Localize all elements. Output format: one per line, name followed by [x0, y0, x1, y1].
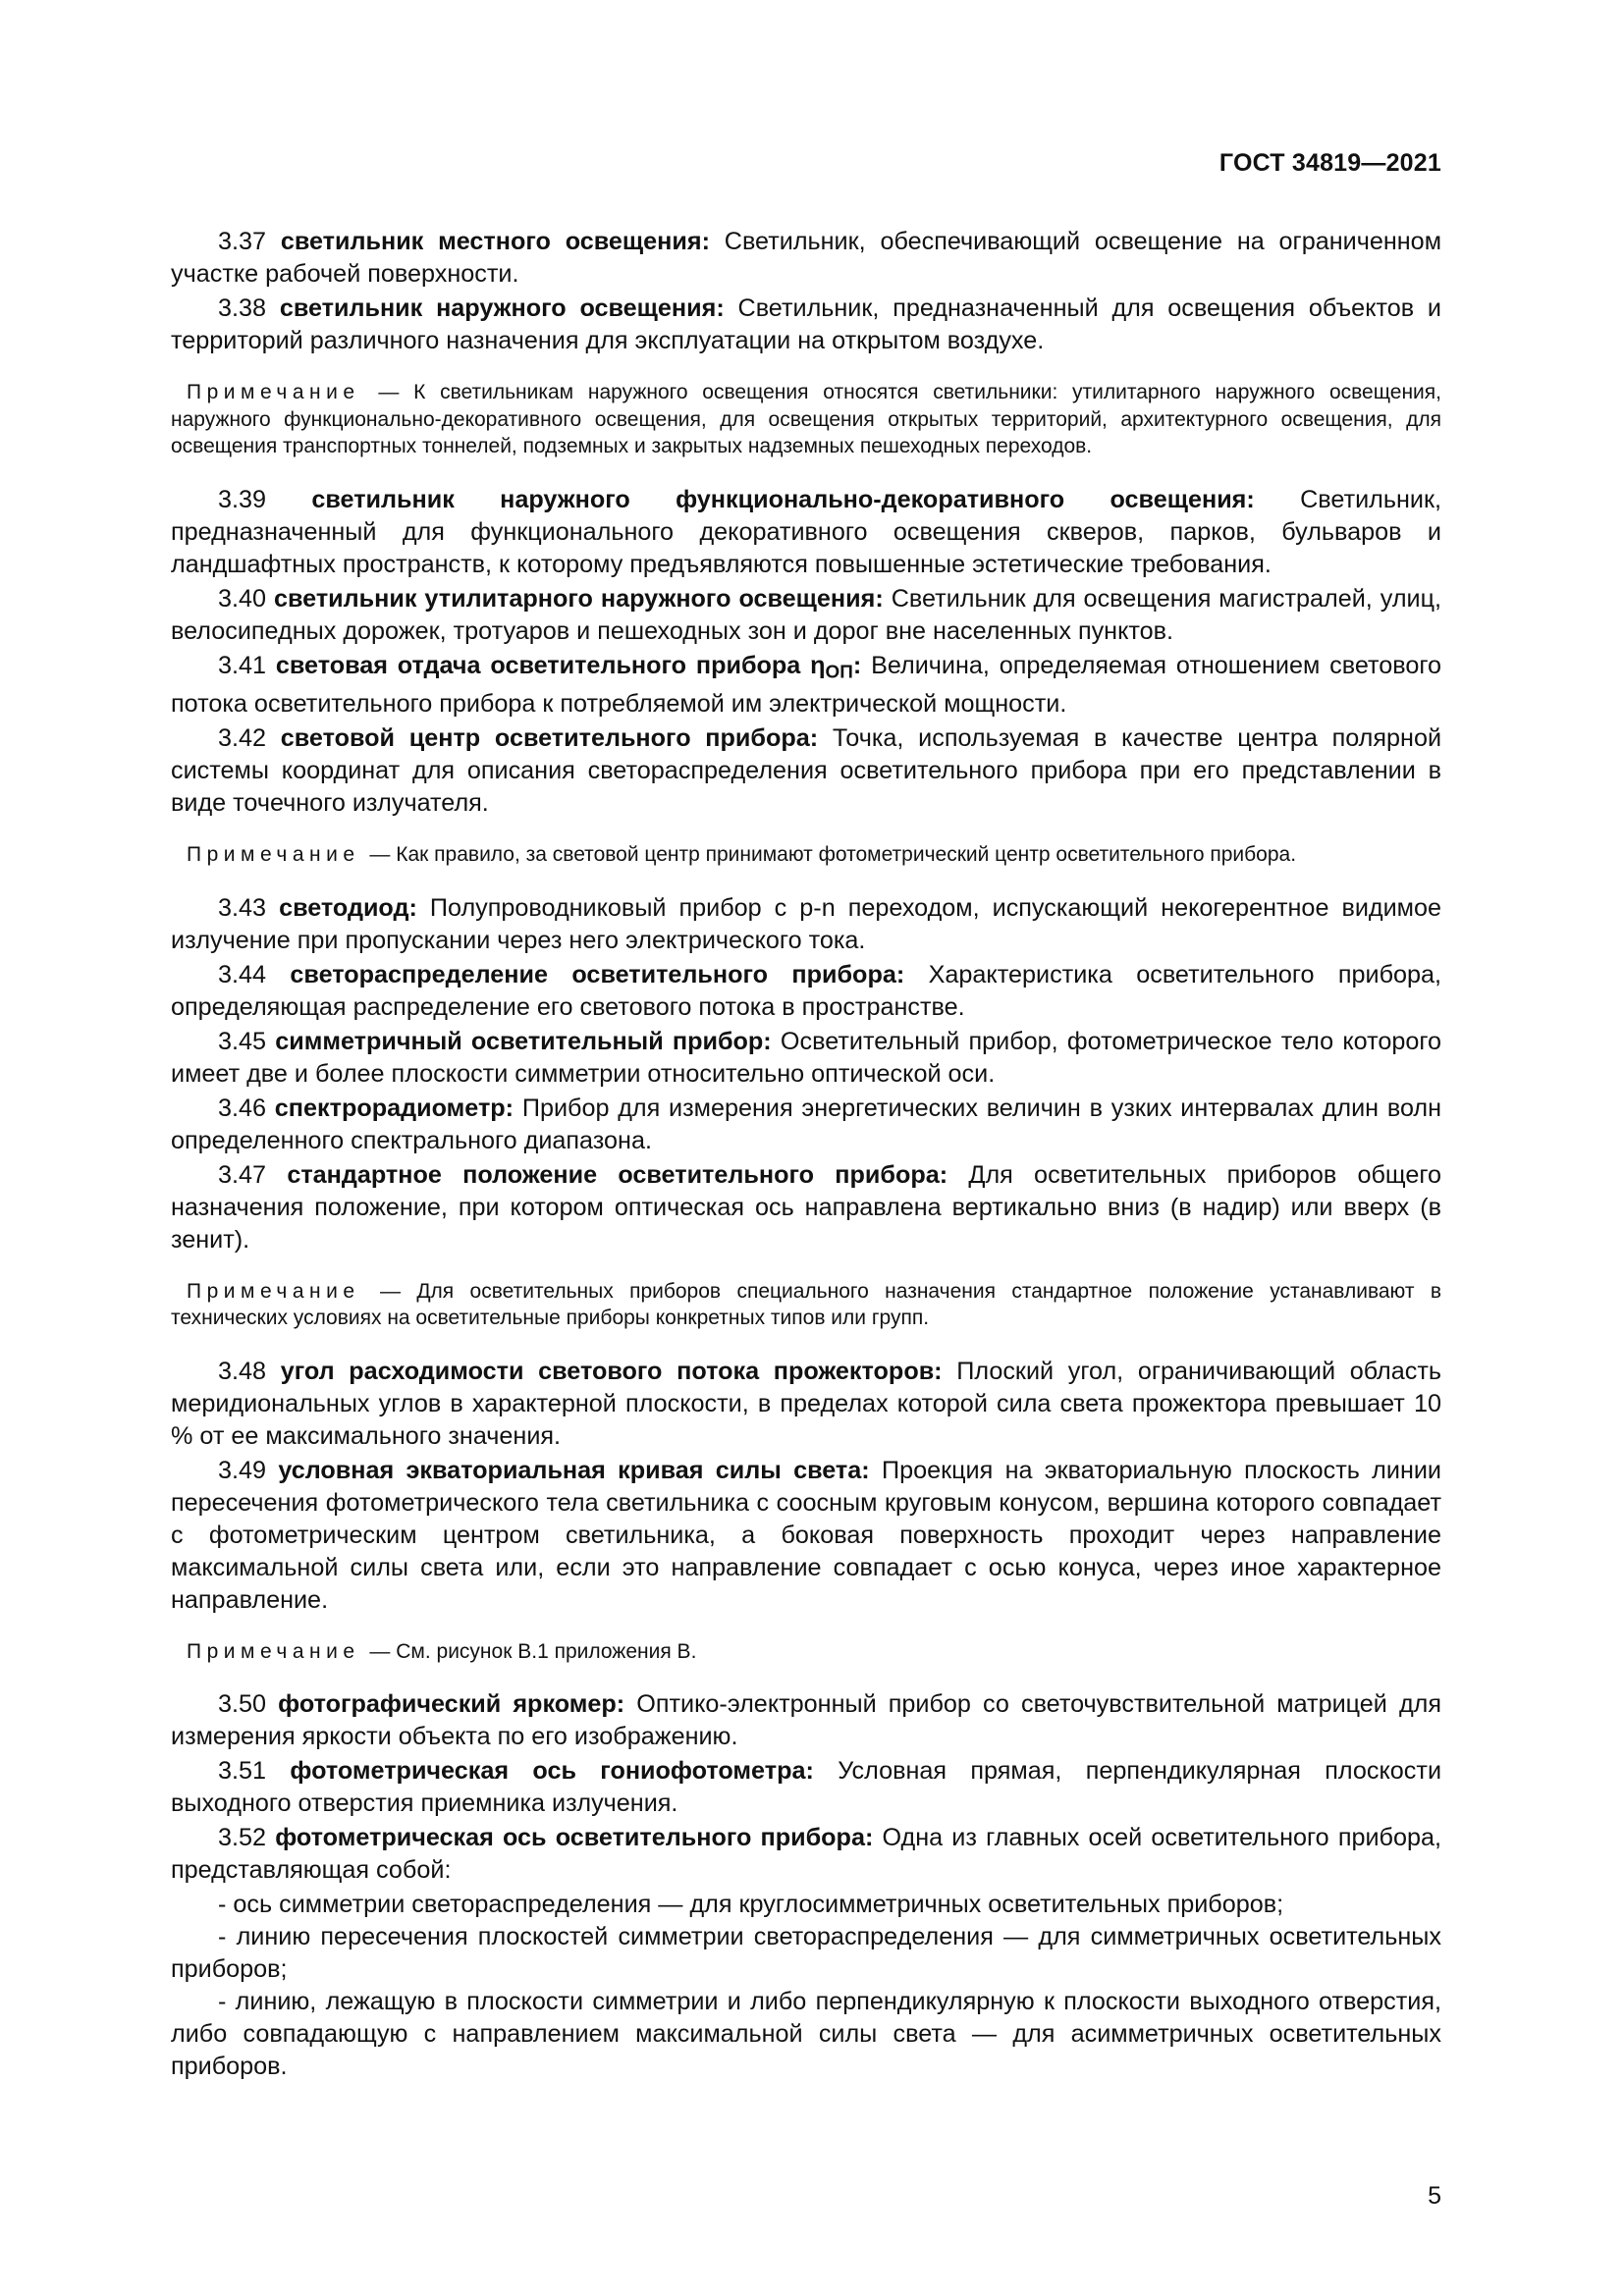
term-number: 3.37: [218, 228, 267, 255]
term-definition: Условная прямая, перпендикулярная плоскости выходного отверстия приемника излучения.: [171, 1757, 1442, 1818]
term-definition: Плоский угол, ограничивающий область меридиональных углов в характерной плоскости, в пределах которой сила света прожектора превышает 10 % от ее максимального значения.: [171, 1357, 1441, 1450]
term-name: спектрорадиометр:: [274, 1094, 514, 1122]
note-dash: —: [369, 1639, 391, 1663]
term-entry: [171, 226, 1441, 291]
term-entry: [171, 484, 1441, 581]
term-entry: [171, 1688, 1441, 1753]
term-name: световой центр осветительного прибора:: [280, 724, 819, 753]
note: [171, 841, 1441, 869]
term-number: 3.50: [218, 1690, 267, 1719]
term-name: фотографический яркомер:: [278, 1690, 625, 1719]
term-number: 3.45: [218, 1027, 267, 1055]
term-entry: [171, 1159, 1441, 1256]
note-text: К светильникам наружного освещения относятся светильники: утилитарного наружного освещения, наружного функционально-декоративного освещения, для освещения открытых территорий, архитектурного освещения, для освещения транспортных тоннелей, подземных и закрытых надземных пешеходных переходов.: [171, 381, 1441, 457]
term-name: угол расходимости светового потока прожекторов:: [280, 1357, 943, 1385]
term-subscript: ОП: [825, 662, 853, 683]
note-dash: —: [379, 1279, 401, 1303]
term-definition: Проекция на экваториальную плоскость линии пересечения фотометрического тела светильника с соосным круговым конусом, вершина которого совпадает с фотометрическим центром светильника, а боковая поверхность проходит через направление максимальной силы света или, если это направление совпадает с осью конуса, через иное характерное направление.: [171, 1456, 1441, 1614]
page-number: 5: [1428, 2182, 1441, 2210]
term-entry: [171, 1822, 1441, 1887]
term-definition: Точка, используемая в качестве центра полярной системы координат для описания светораспределения осветительного прибора при его представлении в виде точечного излучателя.: [171, 724, 1442, 818]
term-name: светодиод:: [279, 893, 417, 922]
term-number: 3.49: [218, 1456, 267, 1484]
term-number: 3.42: [218, 724, 267, 753]
term-entry: [171, 722, 1441, 820]
term-definition: Прибор для измерения энергетических величин в узких интервалах длин волн определенного спектрального диапазона.: [171, 1094, 1442, 1154]
term-number: 3.52: [218, 1824, 267, 1852]
term-entry: [171, 959, 1441, 1024]
note-text: Для осветительных приборов специального назначения стандартное положение устанавливают в технических условиях на осветительные приборы конкретных типов или групп.: [171, 1279, 1441, 1330]
term-definition: Осветительный прибор, фотометрическое тело которого имеет две и более плоскости симметрии относительно оптической оси.: [171, 1027, 1441, 1088]
term-name: светильник наружного освещения:: [279, 294, 725, 322]
term-number: 3.40: [218, 584, 267, 613]
term-name: стандартное положение осветительного прибора:: [287, 1160, 948, 1189]
term-definition: Полупроводниковый прибор с p-n переходом, испускающий некогерентное видимое излучение при пропускании через него электрического тока.: [171, 893, 1442, 954]
term-entry: [171, 583, 1441, 648]
note-label: Примечание: [187, 843, 360, 867]
list-item: - линию пересечения плоскостей симметрии светораспределения — для симметричных осветительных приборов;: [171, 1923, 1441, 1984]
document-id-header: ГОСТ 34819—2021: [1218, 149, 1441, 177]
term-name: светильник утилитарного наружного освещения:: [274, 584, 884, 613]
term-entry: [171, 1755, 1441, 1820]
term-colon: :: [852, 651, 862, 679]
note-dash: —: [378, 381, 400, 403]
term-number: 3.38: [218, 294, 267, 322]
term-entry: [171, 1093, 1441, 1157]
term-number: 3.48: [218, 1357, 267, 1385]
note-label: Примечание: [187, 381, 360, 403]
term-number: 3.39: [218, 485, 267, 513]
note: [171, 1638, 1441, 1666]
note-label: Примечание: [187, 1639, 360, 1663]
term-definition: Одна из главных осей осветительного прибора, представляющая собой:: [171, 1824, 1441, 1885]
term-name: условная экваториальная кривая силы света:: [278, 1456, 870, 1484]
term-definition: Светильник, предназначенный для освещения объектов и территорий различного назначения для эксплуатации на открытом воздухе.: [171, 294, 1441, 354]
term-number: 3.51: [218, 1757, 267, 1786]
term-entry: [171, 1455, 1441, 1617]
term-definition: Для осветительных приборов общего назначения положение, при котором оптическая ось направлена вертикально вниз (в надир) или вверх (в зенит).: [171, 1160, 1442, 1254]
term-entry: [171, 1356, 1441, 1453]
document-body: [171, 226, 1441, 2083]
term-definition: Светильник, обеспечивающий освещение на ограниченном участке рабочей поверхности.: [171, 228, 1442, 288]
term-number: 3.44: [218, 960, 267, 988]
term-name: светильник местного освещения:: [280, 228, 710, 255]
term-definition: Оптико-электронный прибор со светочувствительной матрицей для измерения яркости объекта по его изображению.: [171, 1690, 1441, 1751]
term-name: светильник наружного функционально-декоративного освещения:: [311, 485, 1255, 513]
term-entry: [171, 892, 1441, 957]
term-definition: Светильник, предназначенный для функционального декоративного освещения скверов, парков, бульваров и ландшафтных пространств, к которому предъявляются повышенные эстетические требования.: [171, 485, 1441, 578]
term-name: фотометрическая ось осветительного прибора:: [275, 1824, 874, 1852]
note-text: См. рисунок В.1 приложения В.: [396, 1639, 697, 1663]
term-number: 3.43: [218, 893, 267, 922]
note-text: Как правило, за световой центр принимают фотометрический центр осветительного прибора.: [396, 843, 1297, 867]
term-number: 3.41: [218, 651, 267, 679]
note: [171, 379, 1441, 460]
list-item: - ось симметрии светораспределения — для круглосимметричных осветительных приборов;: [218, 1891, 1284, 1919]
term-definition: Характеристика осветительного прибора, определяющая распределение его светового потока в пространстве.: [171, 960, 1442, 1021]
note-dash: —: [369, 843, 391, 867]
note-label: Примечание: [187, 1279, 360, 1303]
note: [171, 1278, 1441, 1332]
term-definition: Светильник для освещения магистралей, улиц, велосипедных дорожек, тротуаров и пешеходных зон и дорог вне населенных пунктов.: [171, 584, 1442, 645]
term-number: 3.46: [218, 1094, 267, 1122]
term-name: фотометрическая ось гониофотометра:: [290, 1757, 814, 1786]
list-item: - линию, лежащую в плоскости симметрии и либо перпендикулярную к плоскости выходного отверстия, либо совпадающую с направлением максимальной силы света — для асимметричных осветительных приборов.: [171, 1988, 1441, 2081]
term-name: световая отдача осветительного прибора η: [275, 651, 826, 679]
term-number: 3.47: [218, 1160, 267, 1189]
term-entry: [171, 293, 1441, 357]
term-name: светораспределение осветительного прибора:: [290, 960, 905, 988]
term-definition: Величина, определяемая отношением светового потока осветительного прибора к потребляемой им электрической мощности.: [171, 651, 1441, 719]
term-entry: [171, 650, 1441, 721]
term-name: симметричный осветительный прибор:: [275, 1027, 772, 1055]
term-entry: [171, 1026, 1441, 1091]
